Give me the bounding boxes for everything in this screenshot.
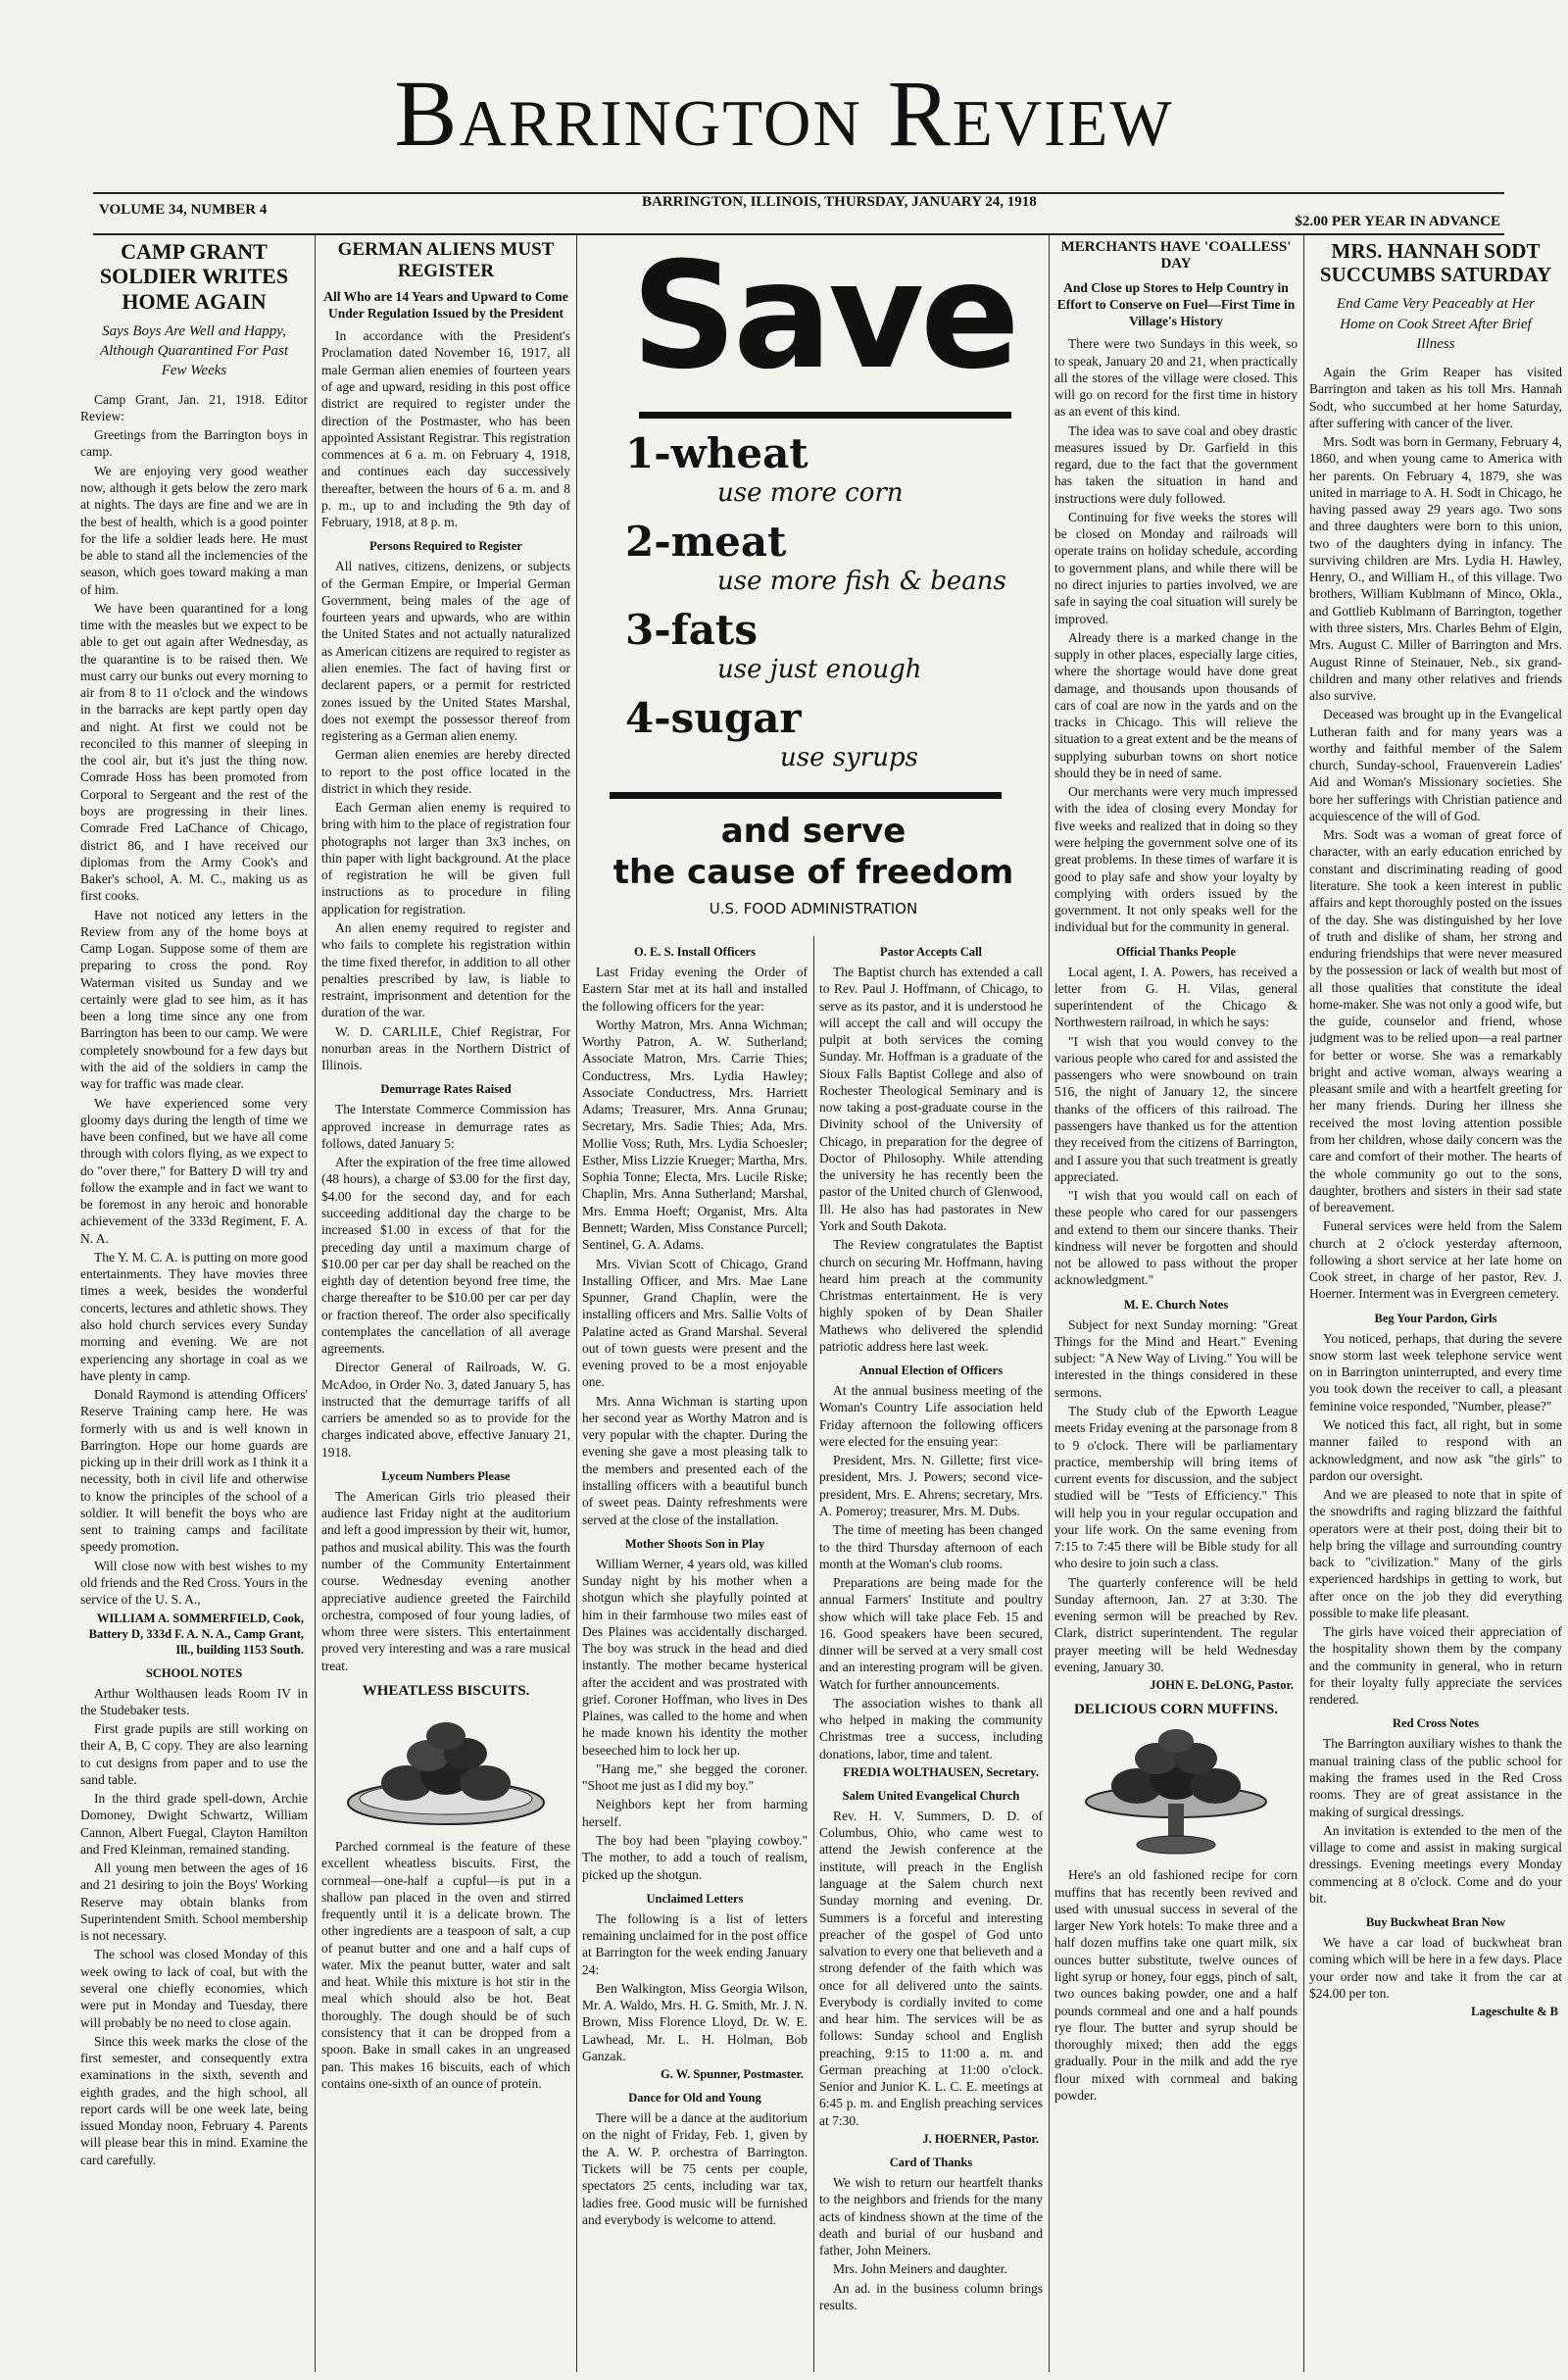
biscuits-illustration [338,1705,554,1832]
poster-save-word: Save [631,231,1016,402]
article-paragraph: Will close now with best wishes to my old friends and the Red Cross. Yours in the service of the U. S. A., [80,1558,308,1608]
section-heading: M. E. Church Notes [1123,1297,1229,1312]
article-paragraph: The girls have voiced their appreciation of the hospitality shown them by the company and the community in general, who in return for their loyalty fully appreciate the services rendered. [1309,1624,1562,1708]
article-paragraph: Preparations are being made for the annual Farmers' Institute and poultry show which will take place Feb. 15 and 16. Good speakers have been secured, dinner will be served at a very small cost and an interesting program will be given. Watch for further announcements. [819,1575,1043,1692]
article-paragraph: Mrs. Anna Wichman is starting upon her second year as Worthy Matron and is very popular with the chapter. During the evening she gave a most pleasing talk to the members and presented each of the installing officers with a beautiful bunch of sweet peas. Dainty refreshments were served at the close of the installation. [582,1393,808,1527]
article-paragraph: The Study club of the Epworth League meets Friday evening at the parsonage from 8 to 9 o'clock. There will be parliamentary practice, membership will bring items of current events for discussion, and the subject studied will be "Tests of Efficiency." This will help you in your regular occupation and your life work. On the same evening from 7:15 to 7:45 there will be Bible study for all who desire to join such a class. [1054,1403,1298,1571]
article-paragraph: All young men between the ages of 16 and 21 desiring to join the Boys' Working Reserve may obtain blanks from Superintendent Smith. School membership is not necessary. [80,1860,308,1944]
article-paragraph: "I wish that you would convey to the various people who cared for and assisted the passengers who were snowbound on train 516, the night of January 12, the sincere thanks of the officers of this railroad. The passengers have thanked us for the attention they received from the citizens of Barrington, and I assure you that such treatment is greatly appreciated. [1054,1033,1298,1184]
article-paragraph: Local agent, I. A. Powers, has received a letter from G. H. Vilas, general superintendent of the Chicago & Northwestern railroad, in which he says: [1054,964,1298,1030]
article-headline: MRS. HANNAH SODT SUCCUMBS SATURDAY [1319,239,1552,287]
signature: J. HOERNER, Pastor. [922,2132,1039,2146]
column-2 [321,235,570,2372]
section-heading: Official Thanks People [1115,944,1236,959]
article-paragraph: The Y. M. C. A. is putting on more good entertainments. They have movies three times a week, besides the wonderful concerts, lectures and athletic shows. They also hold church services every Sunday morning and evening. We are not experiencing any shortage in coal as we have plenty in camp. [80,1249,308,1383]
article-paragraph: Camp Grant, Jan. 21, 1918. Editor Review: [80,391,308,423]
section-heading: Lyceum Numbers Please [381,1468,511,1483]
column-rule [1049,235,1050,2372]
article-paragraph: Donald Raymond is attending Officers' Reserve Training camp here. He was formerly with us and is well known in Barrington. Hope our home guards are picking up in their drill work as I think it a necessity, both in civil life and otherwise to know the principles of the school of a soldier. It will benefit the boys who are sent to training camps and facilitate speedy promotion. [80,1387,308,1555]
section-heading: Red Cross Notes [1393,1716,1479,1731]
article-paragraph: The American Girls trio pleased their audience last Friday night at the auditorium and left a good impression by their wit, humor, pathos and musical ability. This was the fourth number of the Community Entertainment course. Wednesday evening another appreciative audience greeted the Fairchild orchestra, composed of four young ladies, of whom three were sisters. This entertainment proved very interesting and was a rare musical treat. [321,1488,570,1673]
article-paragraph: W. D. CARLILE, Chief Registrar, For nonurban areas in the Northern District of Illinois. [321,1023,570,1073]
section-heading: Demurrage Rates Raised [380,1082,512,1097]
article-paragraph: An alien enemy required to register and who fails to complete his registration within the time fixed therefor, in addition to all other penalties prescribed by law, is liable to restraint, imprisonment and detention for the duration of the war. [321,919,570,1020]
article-paragraph: Rev. H. V. Summers, D. D. of Columbus, Ohio, who came west to attend the Jewish conference at the institute, will preach in the English language at the Salem church next Sunday morning and evening. Dr. Summers is a forceful and interesting preacher of the gospel of God unto salvation to every one that believeth and a strong defender of the faith which was once for all delivered unto the saints. Everybody is cordially invited to come and hear him. The services will be as follows: Sunday school and English preaching, 9:15 to 11:00 a. m. and German preaching at 11:00 o'clock. Senior and Junior K. L. C. E. meetings at 6:45 p. m. and English preaching services at 7:30. [819,1808,1043,2128]
article-paragraph: The boy had been "playing cowboy." The mother, to add a touch of realism, picked up the shotgun. [582,1833,808,1882]
article-paragraph: Already there is a marked change in the supply in other places, especially large cities, where the shortage would have done great damage, and thousands upon thousands of cars of coal are now in the yards and on the tracks in Chicago. This will relieve the situation to a great extent and be the means of supplying suburban towns on short notice should they be in need of same. [1054,629,1298,780]
section-heading: Buy Buckwheat Bran Now [1365,1915,1506,1930]
article-paragraph: The time of meeting has been changed to the third Thursday afternoon of each month at the Woman's club rooms. [819,1522,1043,1571]
poster-hint-meat: use more fish & beans [717,567,1006,596]
column-4 [819,936,1043,2372]
article-subhead: And Close up Stores to Help Country in Effort to Conserve on Fuel—First Time in Village's History [1056,279,1296,329]
poster-item-wheat: 1-wheat [625,429,808,477]
article-paragraph: Our merchants were very much impressed with the idea of closing every Monday for five weeks and realized that in doing so they were helping the government solve one of its great problems. In these times of warfare it is good to play safe and show your loyalty by complying with orders issued by the government. It not only speaks well for the individual but for the community in general. [1054,784,1298,935]
article-paragraph: At the annual business meeting of the Woman's Country Life association held Friday afternoon the following officers were elected for the ensuing year: [819,1383,1043,1449]
article-paragraph: Arthur Wolthausen leads Room IV in the Studebaker tests. [80,1685,308,1717]
corn-muffins-illustration [1078,1723,1274,1860]
article-paragraph: We are enjoying very good weather now, although it gets below the zero mark at nights. The days are fine and we are in the best of health, which is a good pointer for the life a soldier leads here. He must be able to stand all the inclemencies of the season, which goes toward making a man of him. [80,463,308,597]
article-paragraph: William Werner, 4 years old, was killed Sunday night by his mother when a shotgun which she playfully pointed at him in their farmhouse two miles east of Des Plaines was accidentally discharged. The boy was struck in the head and died instantly. The mother became hysterical after the accident and was prostrated with grief. Coroner Hoffman, who lives in Des Plaines, was called to the home and when he made known his identity the mother beseeched him to lock her up. [582,1556,808,1758]
article-paragraph: Greetings from the Barrington boys in camp. [80,427,308,460]
section-heading: Pastor Accepts Call [880,945,982,959]
article-paragraph: All natives, citizens, denizens, or subjects of the German Empire, or Imperial German Government, being males of the age of fourteen years and upwards, who are within the United States and not actually naturalized as American citizens are required to register as alien enemies. The fact of having first or declarent papers, or a permit for restricted zones issued by the United States Marshal, does not exempt the possessor thereof from registering as a German alien enemy. [321,559,570,744]
article-paragraph: Each German alien enemy is required to bring with him to the place of registration four photographs not larger than 3x3 inches, on thin paper with light background. At the place of registration he will be given full instructions as to procedure in filing application for registration. [321,800,570,917]
column-6 [1309,235,1562,2372]
signature: Lageschulte & B [1471,2005,1558,2019]
recipe-heading: WHEATLESS BISCUITS. [362,1682,530,1699]
poster-agency: U.S. FOOD ADMINISTRATION [709,900,918,917]
section-heading: O. E. S. Install Officers [634,945,756,959]
column-1 [80,235,308,2372]
article-headline: CAMP GRANT SOLDIER WRITES HOME AGAIN [99,239,289,314]
article-paragraph: We wish to return our heartfelt thanks to the neighbors and friends for the many acts of kindness shown at the time of the death and burial of our husband and father, John Meiners. [819,2175,1043,2258]
article-paragraph: The Barrington auxiliary wishes to thank the manual training class of the public school for making the frames used in the Red Cross rooms. They are of great assistance in the making of surgical dressings. [1309,1736,1562,1819]
article-paragraph: We noticed this fact, all right, but in some manner failed to respond with an acknowledgment, and now ask "the girls" to pardon our oversight. [1309,1416,1562,1483]
article-paragraph: The quarterly conference will be held Sunday afternoon, Jan. 27 at 3:30. The evening sermon will be preached by Rev. Clark, district superintendent. The regular prayer meeting will be held Wednesday evening, January 30. [1054,1574,1298,1674]
column-rule [1303,235,1304,2372]
letters-list: Ben Walkington, Miss Georgia Wilson, Mr. A. Waldo, Mrs. H. G. Smith, Mr. J. N. Brown, Miss Florence Lloyd, Dr. W. E. Lawhead, Mr. L. H. Holman, Bob Ganzak. [582,1980,808,2063]
article-paragraph: There were two Sundays in this week, so to speak, January 20 and 21, when practically all the stores of the village were closed. This will go on record for the first time in history as an event of this kind. [1054,336,1298,420]
section-heading: Mother Shoots Son in Play [624,1536,765,1551]
poster-hint-fats: use just enough [717,655,922,684]
article-headline: GERMAN ALIENS MUST REGISTER [337,239,555,281]
poster-serve: and serve [720,812,906,851]
article-paragraph: Neighbors kept her from harming herself. [582,1797,808,1829]
column-3 [582,936,808,2372]
article-paragraph: You noticed, perhaps, that during the severe snow storm last week telephone service went on in Barrington uninterrupted, and every time you took down the receiver to call, a pleasant feminine voice responded, "Number, please?" [1309,1330,1562,1413]
section-heading: SCHOOL NOTES [145,1665,243,1680]
signature: JOHN E. DeLONG, Pastor. [1150,1678,1294,1693]
article-paragraph: Subject for next Sunday morning: "Great Things for the Mind and Heart." Evening subject: "A New Way of Living." You will be interested in the things considered in these sermons. [1054,1316,1298,1400]
article-paragraph: We have experienced some very gloomy days during the length of time we have been confined, but we have all come through with colors flying, as we expect to do "over there," for Battery D will try and follow the example and in fact we want to be foremost in any heroic and honorable achievement of the 333d Regiment, F. A. N. A. [80,1095,308,1246]
article-paragraph: Mrs. John Meiners and daughter. [833,2261,1007,2277]
article-paragraph: Deceased was brought up in the Evangelical Lutheran faith and for many years was a worthy and faithful member of the Salem church, Sunday-school, Frauenverein Ladies' Aid and Woman's Missionary societies. She bore her sufferings with Christian patience and acquiescence of the will of God. [1309,707,1562,823]
article-subhead: All Who are 14 Years and Upward to Come Under Regulation Issued by the President [323,288,568,321]
article-paragraph: Parched cornmeal is the feature of these excellent wheatless biscuits. First, the cornmeal—one-half a cupful—is put in a shallow pan placed in the oven and stirred frequently until it is a delicate brown. The other ingredients are a teaspoon of salt, a cup of peanut butter and one and a half cups of water. Mix the peanut butter, water and salt and heat. While this mixture is hot stir in the meal which should also be hot. Beat thoroughly. The dough should be of such consistency that it can be dropped from a spoon. Bake in small cakes in an ungreased pan. This makes 16 biscuits, each of which contains one-sixth of an ounce of protein. [321,1839,570,2091]
article-paragraph: We have a car load of buckwheat bran coming which will be here in a few days. Place your order now and take it from the car at $24.00 per ton. [1309,1935,1562,2001]
masthead: Barrington Review [394,61,1174,166]
poster-item-meat: 2-meat [625,518,787,566]
article-paragraph: And we are pleased to note that in spite of the snowdrifts and raging blizzard the faithful operators were at their post, doing their bit to help bring the village and surrounding country back to "civilization." Many of the girls experienced hardships in getting to work, but after once on the job they did everything possible to make life pleasant. [1309,1487,1562,1620]
poster-hint-sugar: use syrups [780,743,918,772]
section-heading: Annual Election of Officers [858,1364,1004,1378]
poster-cause: the cause of freedom [612,853,1014,892]
article-paragraph: Worthy Matron, Mrs. Anna Wichman; Worthy Patron, A. W. Sutherland; Associate Matron, Mrs. Carrie Thies; Conductress, Mrs. Lydia Hawley; Associate Conductress, Mrs. Harriett Adams; Treasurer, Mrs. Anna Grunau; Secretary, Mrs. Sadie Thies; Ada, Mrs. Mollie Voss; Ruth, Mrs. Lydia Schoesler; Esther, Miss Lizzie Krueger; Martha, Mrs. Sophia Tonne; Electa, Mrs. Lucile Riske; Chaplin, Mrs. Anna Sutherland; Marshal, Mrs. Emma Hoeft; Organist, Mrs. Alta Bennett; Warden, Miss Constance Purcell; Sentinel, G. A. Adams. [582,1016,808,1253]
article-paragraph: An invitation is extended to the men of the village to come and assist in making surgical dressings. Evening meetings every Monday commencing at 8 o'clock. Come and do your bit. [1309,1822,1562,1906]
article-paragraph: The association wishes to thank all who helped in making the community Christmas tree a success, including donations, labor, time and talent. [819,1695,1043,1761]
recipe-heading: DELICIOUS CORN MUFFINS. [1074,1702,1278,1718]
article-paragraph: Continuing for five weeks the stores will be closed on Monday and railroads will operate trains on holiday schedule, according to government plans, and while there will be no direct injuries to parties involved, we are safe in saying the coal situation will surely be improved. [1054,509,1298,626]
article-paragraph: Here's an old fashioned recipe for corn muffins that has recently been revived and used with unusual success in several of the larger New York hotels: To make three and a half dozen muffins take one quart milk, six ounces butter substitute, twelve ounces of light syrup or honey, four eggs, pinch of salt, two ounces baking powder, one and a half pounds cornmeal and one and a half pounds rye flour. The butter and syrup should be thoroughly mixed; then add the eggs gradually. Pour in the milk and add the rye flour mixed with cornmeal and baking powder. [1054,1867,1298,2103]
article-paragraph: Again the Grim Reaper has visited Barrington and taken as his toll Mrs. Hannah Sodt, who succumbed at her home Saturday, after suffering with cancer of the liver. [1309,365,1562,430]
article-paragraph: Mrs. Vivian Scott of Chicago, Grand Installing Officer, and Mrs. Mae Lane Spunner, Grand Chaplin, were the installing officers and Mrs. Sallie Volts of Palatine acted as Grand Marshal. Several out of town guests were present and the evening proved to be a most enjoyable one. [582,1256,808,1390]
article-paragraph: The idea was to save coal and obey drastic measures issued by Dr. Garfield in this regard, due to the fact that the government has taken the situation in hand and instructions were duly followed. [1054,422,1298,506]
article-paragraph: An ad. in the business column brings results. [819,2280,1043,2312]
column-rule [576,235,577,2372]
article-deck: End Came Very Peaceably at Her Home on Cook Street After Brief Illness [1336,296,1536,352]
poster-hint-wheat: use more corn [717,478,904,508]
article-paragraph: Mrs. Sodt was a woman of great force of character, with an early education enriched by constant and discriminating reading of good literature. She took a keen interest in public affairs and kept thoroughly posted on the issues of the day. She was distinguished by her love of truth and dislike of sham, her strong and enduring friendships that were never measured by the possession or lack of wealth but most of all those qualities that constitute the ideal home-maker. She was not only a good wife, but the guide, counselor and friend, whose judgment was to be relied upon—a real partner for better or worse. She was a remarkably bright and active woman, always wearing a pleasant smile and with a heartfelt greeting for her many friends. During her illness she received the most loving attention possible from her children, whose daily concern was the care and comfort of their mother. The hearts of the whole community go out to the sons, daughter, brothers and sisters in their sad state of bereavement. [1309,827,1562,1215]
signature: WILLIAM A. SOMMERFIELD, Cook, Battery D, 333d F. A. N. A., Camp Grant, Ill., building 1153 South. [88,1611,304,1657]
column-rule [813,936,814,2372]
signature: G. W. Spunner, Postmaster. [661,2067,804,2082]
poster-item-fats: 3-fats [625,606,758,654]
article-paragraph: "I wish that you would call on each of these people who cared for our passengers and extend to them our sincere thanks. Their kindness will never be forgotten and should not be allowed to pass without the proper acknowledgment." [1054,1188,1298,1288]
article-paragraph: First grade pupils are still working on their A, B, C copy. They are also learning to cut designs from paper and to use the sand table. [80,1721,308,1787]
article-paragraph: Since this week marks the close of the first semester, and consequently extra examinations in the sixth, seventh and eighth grades, and the high school, all report cards will be one week late, being issued Monday noon, February 4. Parents will please bear this in mind. Examine the card carefully. [80,2033,308,2167]
section-heading: Salem United Evangelical Church [842,1788,1020,1803]
article-headline: MERCHANTS HAVE 'COALLESS' DAY [1060,239,1292,273]
article-paragraph: The following is a list of letters remaining unclaimed for in the post office at Barrington for the week ending January 24: [582,1910,808,1977]
article-paragraph: There will be a dance at the auditorium on the night of Friday, Feb. 1, given by the A. W. P. orchestra of Barrington. Tickets will be 75 cents per couple, spectators 25 cents, including war tax, ladies free. Good music will be furnished and everybody is welcome to attend. [582,2110,808,2227]
column-rule [315,235,316,2372]
article-paragraph: We have been quarantined for a long time with the measles but we expect to be able to get out again after Wednesday, as the quarantine is to be raised then. We must carry our bunks out every morning to air from 8 to 11 o'clock and the windows in the barracks are kept partly open day and night. At first we could not be reconciled to this manner of sleeping in the cool air, but it's just the thing now. Comrade Hoss has been promoted from Corporal to Sergeant and the rest of the boys are progressing in their lines. Comrade Fred LaChance of Chicago, district 86, and I have received our diplomas from the Army Cook's and Baker's school, A. M. C., making us as first cooks. [80,600,308,904]
poster-item-sugar: 4-sugar [625,694,802,742]
article-paragraph: Mrs. Sodt was born in Germany, February 4, 1860, and when young came to America with her parents. On February 4, 1879, she was united in marriage to A. H. Sodt in Chicago, he having passed away 29 years ago. Two sons and three daughters were born to this union, two of the daughters dying in infancy. The surviving children are Mrs. Lydia H. Hawley, Henry, O., and William H., of this village. Two brothers, William Kublmann of Minco, Okla., and Gottlieb Kublmann of Barrington, together with three sisters, Mrs. Charles Behm of Elgin, Mrs. August C. Miller of Barrington and Mrs. August Rinne of Steinauer, Neb., six grand-children and many other relatives and friends also survive. [1309,434,1562,704]
column-5 [1054,235,1298,2372]
article-paragraph: German alien enemies are hereby directed to report to the post office located in the district in which they reside. [321,747,570,796]
article-paragraph: In accordance with the President's Proclamation dated November 16, 1917, all male German alien enemies of fourteen years of age and upward, residing in this post office district are required to register under the direction of the Postmaster, who has been appointed Assistant Registrar. This registration commences at 6 a. m. on February 4, 1918, and continues each day successively thereafter, between the hours of 6 a. m. and 8 p. m., up to and including the 9th day of February, 1918, at 8 p. m. [321,328,570,530]
section-heading: Persons Required to Register [369,539,522,554]
article-paragraph: Funeral services were held from the Salem church at 2 o'clock yesterday afternoon, following a short service at her late home on Cook street, in charge of her pastor, Rev. J. Hoerner. Interment was in Evergreen cemetery. [1309,1218,1562,1302]
section-heading: Card of Thanks [889,2156,973,2169]
section-heading: Unclaimed Letters [646,1891,744,1906]
poster-rule [639,412,1011,419]
volume-number: VOLUME 34, NUMBER 4 [99,202,268,218]
article-paragraph: President, Mrs. N. Gillette; first vice-president, Mrs. J. Powers; second vice-president, Mrs. E. Ahrens; secretary, Mrs. A. Pomeroy; treasurer, Mrs. M. Dubs. [819,1453,1043,1518]
section-heading: Dance for Old and Young [628,2091,761,2106]
section-heading: Beg Your Pardon, Girls [1374,1311,1497,1325]
save-poster [598,231,1029,929]
article-paragraph: The Interstate Commerce Commission has approved increase in demurrage rates as follows, dated January 5: [321,1102,570,1151]
article-paragraph: The Review congratulates the Baptist church on securing Mr. Hoffmann, having heard him preach at the community Christmas entertainment. He is very highly spoken of by Dean Shailer Mathews who delivered the splendid patriotic address here last week. [819,1237,1043,1354]
poster-rule [610,792,1002,799]
article-paragraph: In the third grade spell-down, Archie Domoney, Dwight Schwartz, William Cannon, Albert Fuegal, Clayton Hamilton and Fred Kleinman, remained standing. [80,1791,308,1857]
article-paragraph: The Baptist church has extended a call to Rev. Paul J. Hoffmann, of Chicago, to serve as its pastor, and it is understood he will accept the call and will occupy the pulpit at both services the coming Sunday. Mr. Hoffman is a graduate of the Sioux Falls Baptist College and also of Rochester Theological Seminary and is now taking a post-graduate course in the Divinity school of the University of Chicago, in preparation for the degree of Doctor of Philosophy. While attending the university he has recently been the pastor of the United church of Glenwood, Ill. He also has had pastorates in New York and South Dakota. [819,965,1043,1233]
article-paragraph: Director General of Railroads, W. G. McAdoo, in Order No. 3, dated January 5, has instructed that the demurrage tariffs of all carriers be amended so as to provide for the charges indicated above, effective January 21, 1918. [321,1360,570,1460]
signature: FREDIA WOLTHAUSEN, Secretary. [843,1764,1039,1779]
subscription-price: $2.00 PER YEAR IN ADVANCE [1295,214,1500,229]
article-paragraph: Last Friday evening the Order of Eastern Star met at its hall and installed the following officers for the year: [582,965,808,1014]
article-paragraph: "Hang me," she begged the coroner. "Shoot me just as I did my boy." [582,1760,808,1794]
article-paragraph: The school was closed Monday of this week owing to lack of coal, but with the several one chiefly economies, which were put in Monday and Tuesday, there will probably be no need to close again. [80,1947,308,2030]
dateline-bar [93,192,1504,235]
article-deck: Says Boys Are Well and Happy, Although Quarantined For Past Few Weeks [99,322,289,379]
place-date: BARRINGTON, ILLINOIS, THURSDAY, JANUARY 24, 1918 [642,194,1037,210]
article-paragraph: After the expiration of the free time allowed (48 hours), a charge of $3.00 for the first day, $4.00 for the second day, and for each succeeding additional day the charge to be increased $1.00 in excess of that for the preceding day until a maximum charge of $10.00 per car per day shall be reached on the eighth day of detention beyond free time, the charge thereafter to be $10.00 per car per day or fraction thereof. The order also specifically contemplates the cancellation of all average agreements. [321,1155,570,1357]
article-paragraph: Have not noticed any letters in the Review from any of the home boys at Camp Logan. Suppose some of them are preparing to cross the pond. Roy Waterman visited us Sunday and we certainly were glad to see him, as it has been a long time since any one from Barrington has been to our camp. We were completely snowbound for a few days but with the aid of the soldiers in camp the way for traffic was made clear. [80,907,308,1092]
